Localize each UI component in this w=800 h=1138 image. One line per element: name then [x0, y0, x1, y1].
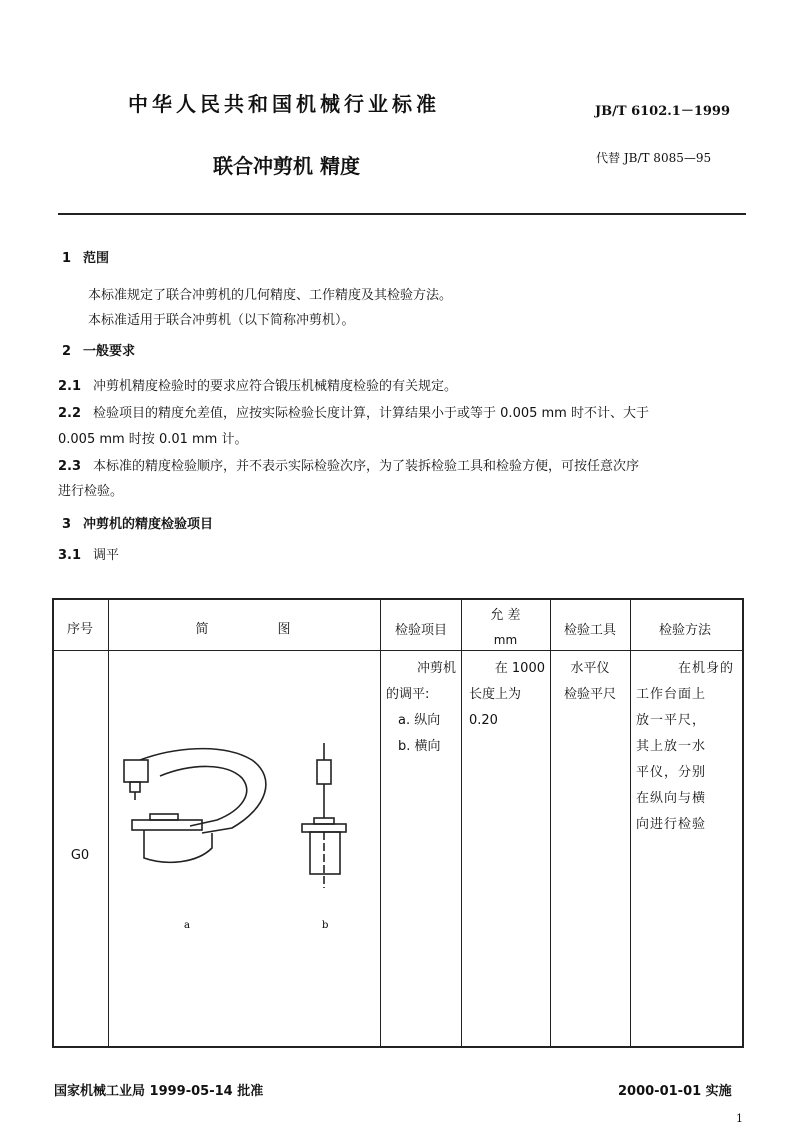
method-line: 放一平尺，	[636, 713, 707, 728]
section-3-heading	[62, 513, 213, 532]
section-1-heading	[62, 247, 109, 266]
clause-number: 2.3	[58, 459, 82, 474]
section-title: 一般要求	[83, 344, 136, 359]
page-number: 1	[736, 1112, 743, 1125]
section-title: 调平	[93, 548, 120, 563]
clause-number: 2.1	[58, 379, 82, 394]
implementation-date: 2000-01-01 实施	[618, 1084, 732, 1099]
section-title: 冲剪机的精度检验项目	[83, 517, 214, 532]
header-diagram-2: 图	[277, 622, 291, 637]
front-view-figure	[302, 743, 346, 888]
header-diagram-1: 简	[195, 622, 209, 637]
machine-base	[144, 830, 212, 862]
method-line: 工作台面上	[636, 687, 707, 702]
document-title: 联合冲剪机 精度	[213, 154, 360, 178]
clause-text-continued: 0.005 mm 时按 0.01 mm 计。	[58, 432, 248, 447]
header-tolerance: 允 差	[490, 608, 521, 623]
tolerance-line: 在 1000	[494, 661, 545, 676]
section-title: 范围	[83, 251, 110, 266]
header-method: 检验方法	[658, 623, 711, 638]
clause-text: 检验项目的精度允差值，应按实际检验长度计算，计算结果小于或等于 0.005 mm 时不计、大于	[93, 406, 649, 421]
header-item: 检验项目	[394, 623, 447, 638]
punch-head	[124, 760, 148, 782]
clause-text: 本标准的精度检验顺序，并不表示实际检验次序，为了装拆检验工具和检验方便，可按任意次序	[93, 459, 640, 474]
figure-a-label: a	[184, 920, 190, 931]
column-divider	[630, 598, 631, 1046]
item-line: 冲剪机	[416, 661, 456, 676]
replaces-note: 代替 JB/T 8085—95	[596, 151, 712, 165]
column-divider	[108, 598, 109, 1046]
clause-number: 2.2	[58, 406, 82, 421]
paragraph: 本标准适用于联合冲剪机（以下简称冲剪机）。	[88, 313, 355, 328]
punch-shear-leveling-diagram	[112, 738, 362, 938]
level-on-table	[150, 814, 178, 820]
method-line: 在机身的	[677, 661, 734, 676]
clause-2-3	[58, 455, 639, 474]
figure-b-label: b	[322, 920, 329, 931]
item-line: a. 纵向	[398, 713, 441, 728]
item-line: b. 横向	[398, 739, 441, 754]
section-2-heading	[62, 340, 135, 359]
front-table	[302, 824, 346, 832]
row-seq: G0	[70, 848, 90, 863]
standard-code: JB/T 6102.1－1999	[595, 104, 731, 119]
clause-2-2	[58, 402, 649, 421]
header-tool: 检验工具	[563, 623, 616, 638]
front-base	[310, 832, 340, 874]
punch-tip	[130, 782, 140, 792]
clause-2-1	[58, 375, 457, 394]
tool-line: 水平仪	[570, 661, 610, 676]
standard-category-title: 中华人民共和国机械行业标准	[128, 92, 440, 116]
row-method	[636, 656, 736, 838]
tolerance-line: 长度上为	[469, 687, 522, 702]
approval-note: 国家机械工业局 1999-05-14 批准	[54, 1084, 264, 1099]
paragraph: 本标准规定了联合冲剪机的几何精度、工作精度及其检验方法。	[88, 288, 453, 303]
subsection-3-1-heading	[58, 544, 119, 563]
method-line: 在纵向与横	[636, 791, 707, 806]
header-seq: 序号	[66, 622, 93, 637]
item-line: 的调平:	[386, 687, 430, 702]
header-divider	[58, 213, 746, 215]
front-level	[314, 818, 334, 824]
method-line: 平仪，分别	[636, 765, 707, 780]
clause-text: 冲剪机精度检验时的要求应符合锻压机械精度检验的有关规定。	[93, 379, 458, 394]
clause-text-continued: 进行检验。	[58, 484, 124, 499]
row-tool	[550, 656, 630, 708]
method-line: 其上放一水	[636, 739, 707, 754]
section-number: 1	[62, 251, 72, 266]
section-number: 3.1	[58, 548, 82, 563]
header-row-divider	[52, 650, 742, 651]
section-number: 2	[62, 344, 72, 359]
frame-inner-outline	[160, 766, 247, 826]
column-divider	[380, 598, 381, 1046]
front-punch-head	[317, 760, 331, 784]
row-item	[386, 656, 462, 760]
method-line: 向进行检验	[636, 817, 707, 832]
section-number: 3	[62, 517, 72, 532]
row-tolerance	[469, 656, 551, 734]
tolerance-line: 0.20	[469, 713, 498, 728]
side-view-figure	[124, 749, 266, 863]
tool-line: 检验平尺	[563, 687, 616, 702]
header-tolerance-unit: mm	[493, 633, 518, 647]
